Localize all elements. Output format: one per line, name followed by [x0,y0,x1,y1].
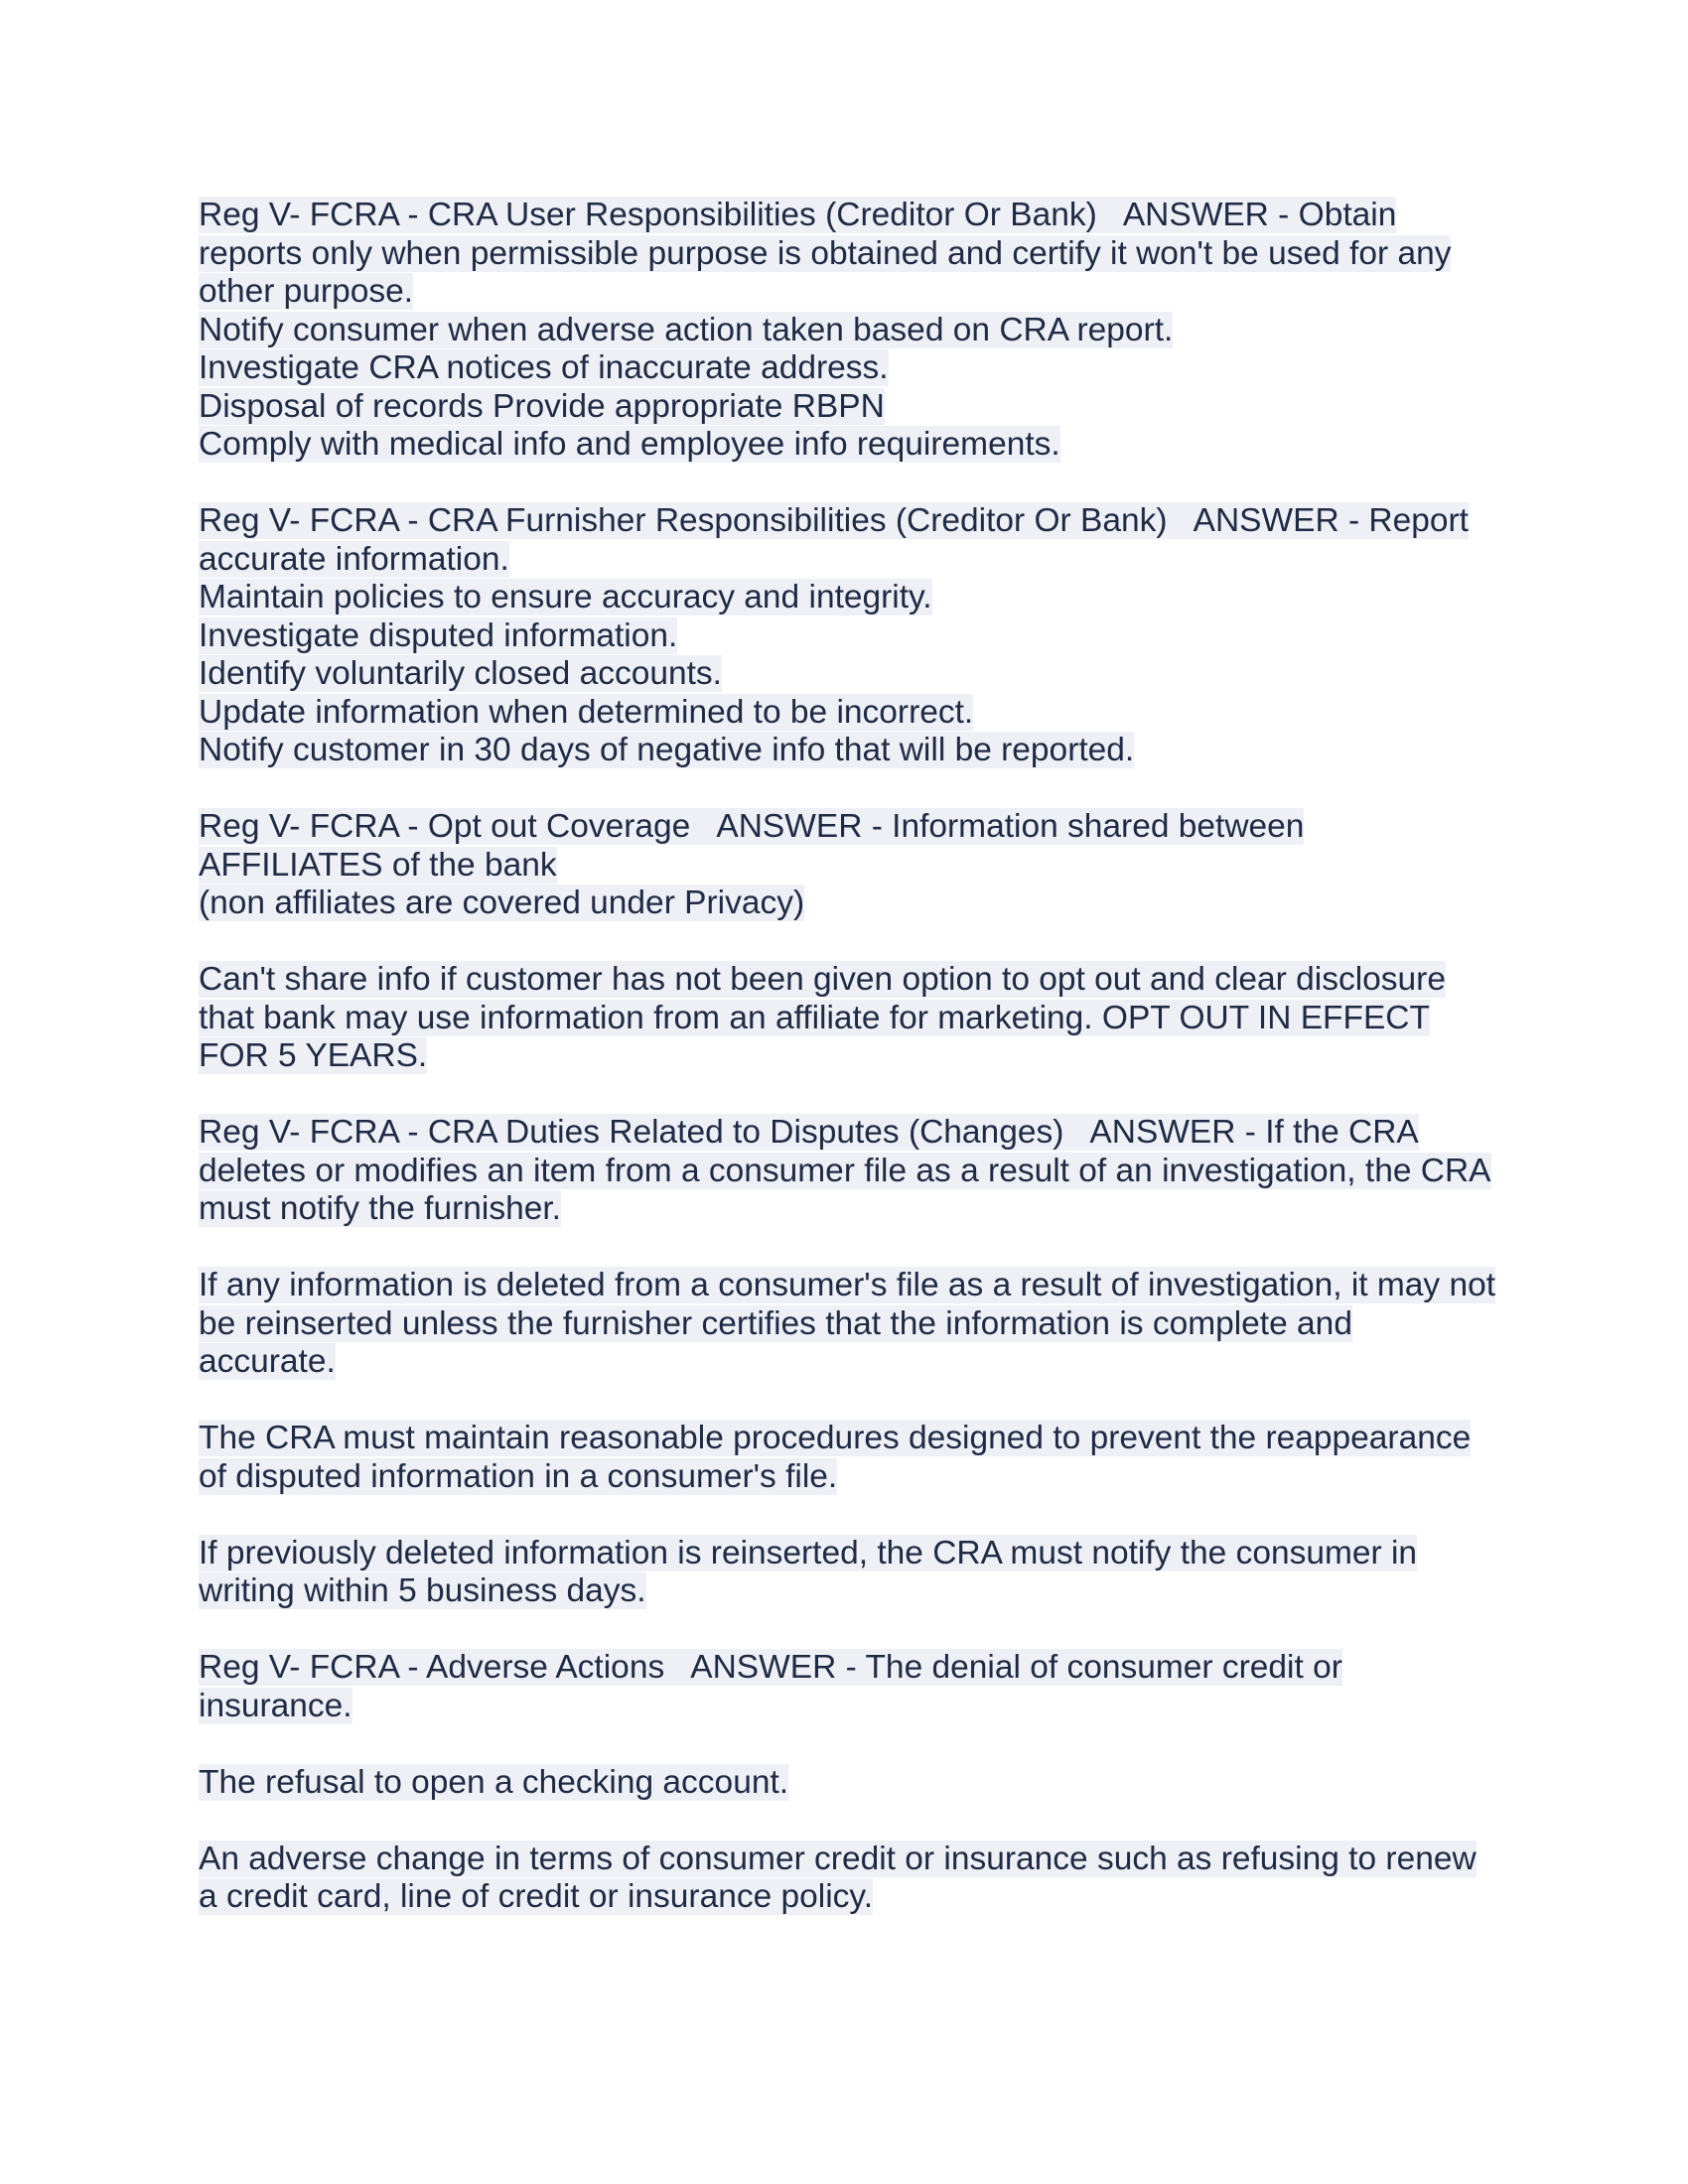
text-line: Reg V- FCRA - CRA Duties Related to Disputes (Changes) ANSWER - If the CRA [199,1114,1419,1151]
paragraph-gap [199,465,1529,503]
paragraph-cra-dispute-duties [199,1114,1529,1229]
text-line: Identify voluntarily closed accounts. [199,655,722,692]
paragraph-gap [199,1076,1529,1115]
paragraph-cra-furnisher-responsibilities [199,502,1529,770]
text-line: other purpose. [199,273,414,310]
text-line: If previously deleted information is reinserted, the CRA must notify the consumer in [199,1534,1418,1571]
paragraph-adverse-change [199,1841,1529,1917]
paragraph-gap [199,770,1529,809]
text-line: The refusal to open a checking account. [199,1763,789,1801]
text-line: deletes or modifies an item from a consumer file as a result of an investigation, the CRA [199,1152,1491,1189]
paragraph-opt-out-disclosure [199,961,1529,1076]
text-line: AFFILIATES of the bank [199,846,557,884]
text-line: a credit card, line of credit or insurance policy. [199,1878,873,1915]
text-line: Update information when determined to be incorrect. [199,693,974,731]
text-line: be reinserted unless the furnisher certifies that the information is complete and [199,1304,1352,1342]
paragraph-gap [199,1802,1529,1841]
text-line: Can't share info if customer has not been given option to opt out and clear disclosure [199,961,1446,998]
paragraph-adverse-actions [199,1649,1529,1725]
text-line: Reg V- FCRA - CRA User Responsibilities (Creditor Or Bank) ANSWER - Obtain [199,197,1397,233]
text-line: reports only when permissible purpose is obtained and certify it won't be used for any [199,234,1452,272]
text-line: that bank may use information from an affiliate for marketing. OPT OUT IN EFFECT [199,999,1430,1036]
paragraph-opt-out-coverage [199,808,1529,923]
text-line: writing within 5 business days. [199,1572,646,1609]
paragraph-reinsertion-rule [199,1267,1529,1382]
text-line: The CRA must maintain reasonable procedures designed to prevent the reappearance [199,1420,1472,1456]
text-line: Maintain policies to ensure accuracy and integrity. [199,579,932,615]
text-line: Reg V- FCRA - Opt out Coverage ANSWER - Information shared between [199,808,1305,845]
paragraph-gap [199,1382,1529,1421]
paragraph-cra-user-responsibilities [199,197,1529,465]
paragraph-gap [199,1496,1529,1535]
paragraph-reinsertion-notice [199,1535,1529,1611]
text-line: must notify the furnisher. [199,1190,561,1227]
text-line: Reg V- FCRA - CRA Furnisher Responsibilities (Creditor Or Bank) ANSWER - Report [199,502,1469,539]
paragraph-gap [199,1229,1529,1268]
paragraph-gap [199,1611,1529,1650]
text-line: Investigate CRA notices of inaccurate address. [199,349,889,386]
paragraph-checking-refusal [199,1764,1529,1803]
text-line: accurate information. [199,540,509,578]
text-line: If any information is deleted from a consumer's file as a result of investigation, it may not [199,1267,1496,1303]
paragraph-gap [199,923,1529,962]
text-line: Notify customer in 30 days of negative info that will be reported. [199,732,1135,768]
text-line: Investigate disputed information. [199,616,678,654]
text-line: Notify consumer when adverse action taken based on CRA report. [199,311,1174,348]
text-line: Comply with medical info and employee info requirements. [199,426,1060,463]
paragraph-gap [199,1725,1529,1764]
text-line: An adverse change in terms of consumer credit or insurance such as refusing to renew [199,1840,1477,1877]
text-line: of disputed information in a consumer's file. [199,1457,838,1495]
text-line: Reg V- FCRA - Adverse Actions ANSWER - The denial of consumer credit or [199,1649,1342,1686]
text-line: (non affiliates are covered under Privacy) [199,885,805,921]
text-line: insurance. [199,1687,352,1724]
text-line: FOR 5 YEARS. [199,1037,428,1074]
document-page [199,197,1529,1917]
paragraph-reasonable-procedures [199,1420,1529,1496]
text-line: Disposal of records Provide appropriate RBPN [199,387,885,425]
text-line: accurate. [199,1343,336,1380]
